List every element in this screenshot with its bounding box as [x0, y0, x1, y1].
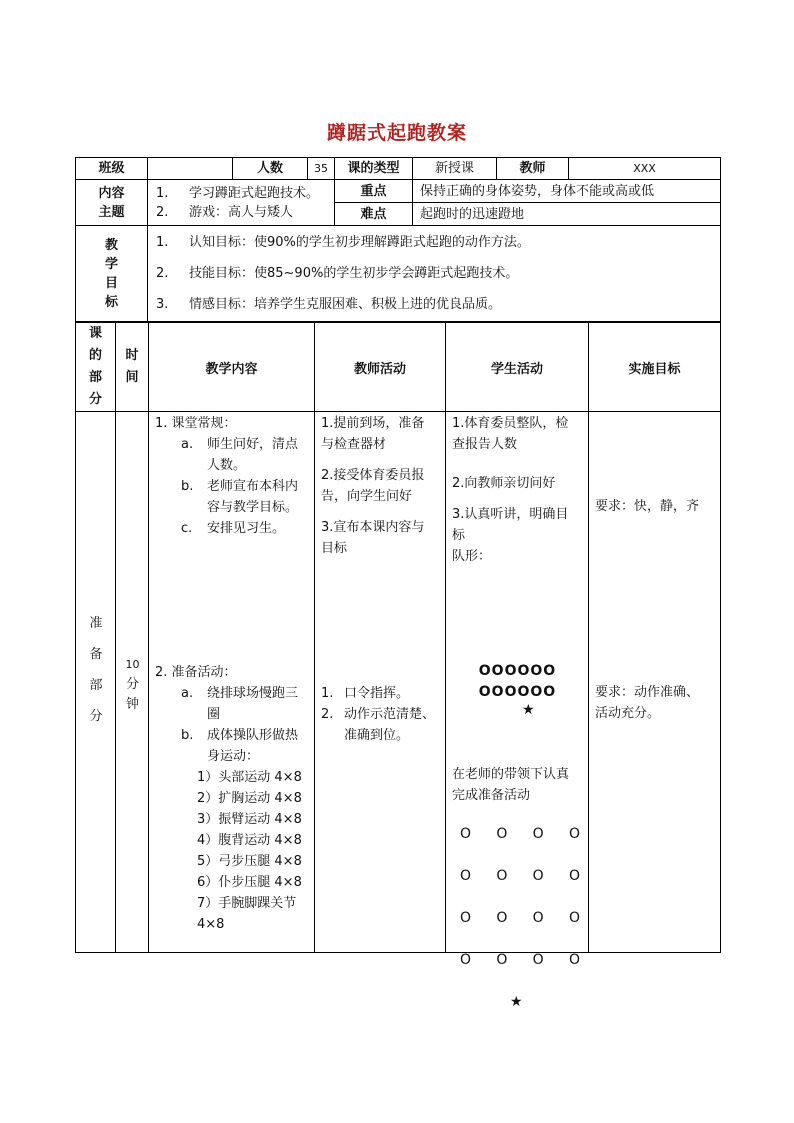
objective-label-char: 目: [104, 275, 118, 291]
exercise-item: 7）手腕脚踝关节: [197, 896, 297, 911]
student-marker: O: [460, 826, 472, 842]
section-part-char: 准: [89, 616, 103, 631]
goal-line: 要求：动作准确、: [595, 685, 700, 700]
content-label: [76, 180, 148, 226]
teacher-line: 准确到位。: [344, 728, 410, 743]
student-marker: O: [532, 868, 544, 884]
section-time: [116, 412, 149, 953]
item-line: 身运动：: [207, 749, 260, 764]
section-part-char: 备: [89, 647, 103, 662]
student-marker: O: [496, 868, 508, 884]
exercise-item: 4×8: [197, 917, 225, 932]
student-marker: O: [496, 952, 508, 968]
key-value: 保持正确的身体姿势，身体不能或高或低: [413, 180, 721, 203]
column-goal: 实施目标: [589, 323, 721, 412]
teacher-line: 告，向学生问好: [321, 489, 413, 504]
type-label: 课的类型: [335, 158, 413, 180]
section-time-value: 10: [125, 658, 140, 671]
student-marker: O: [460, 868, 472, 884]
teacher-num: 2.: [321, 707, 334, 722]
item-line: 师生问好，清点: [207, 437, 299, 452]
objective-text: 技能目标：使85~90%的学生初步学会蹲距式起跑技术。: [189, 266, 519, 281]
item-num: b.: [181, 479, 194, 494]
objective-label-char: 标: [104, 294, 118, 310]
objective-label-char: 学: [104, 256, 118, 272]
formation-row: OOOOOO: [478, 684, 557, 700]
objective-text: 情感目标：培养学生克服困难、积极上进的优良品质。: [189, 297, 502, 312]
teacher-num: [321, 725, 344, 746]
item-line: 绕排球场慢跑三: [207, 686, 299, 701]
teacher-line: 与检查器材: [321, 437, 387, 452]
lesson-info-table: [75, 157, 721, 322]
column-char: 间: [125, 370, 139, 385]
column-student: 学生活动: [446, 323, 589, 412]
student-marker: O: [532, 910, 544, 926]
item-line: 成体操队形做热: [207, 728, 299, 743]
goal-a: 要求：快，静，齐: [595, 499, 700, 514]
column-char: 课: [88, 326, 102, 341]
item-line: 容与教学目标。: [207, 500, 299, 515]
column-teacher: 教师活动: [315, 323, 446, 412]
student-line: 1.体育委员整队，检: [452, 416, 569, 431]
objective-label: [76, 226, 148, 322]
class-value: [148, 158, 233, 180]
item-text: 游戏：高人与矮人: [189, 204, 294, 220]
column-char: 时: [125, 348, 139, 363]
page-title: 蹲踞式起跑教案: [326, 122, 467, 144]
student-line: 2.向教师亲切问好: [452, 476, 556, 491]
teacher-line: 3.宣布本课内容与: [321, 520, 425, 535]
exercise-item: 6）仆步压腿 4×8: [197, 875, 302, 890]
section-part-char: 部: [89, 678, 103, 693]
teacher-star-icon: ★: [522, 702, 535, 718]
formation-row: OOOOOO: [478, 663, 557, 679]
item-num: a.: [181, 437, 194, 452]
section-time-char: 分: [125, 677, 139, 692]
item-num: a.: [181, 686, 194, 701]
teacher-value: XXX: [569, 158, 721, 180]
student-marker: O: [568, 910, 580, 926]
count-label: 人数: [233, 158, 308, 180]
student-line: 完成准备活动: [452, 788, 531, 803]
column-char: 部: [88, 370, 102, 385]
exercise-item: 4）腹背运动 4×8: [197, 833, 302, 848]
difficulty-label: 难点: [335, 203, 413, 226]
formation-row: [460, 826, 580, 868]
teacher-line: 2.接受体育委员报: [321, 468, 425, 483]
formation-row: [460, 952, 580, 994]
student-line: 查报告人数: [452, 437, 518, 452]
column-content: 教学内容: [149, 323, 315, 412]
item-line: 老师宣布本科内: [207, 479, 299, 494]
teacher-line: 口令指挥。: [344, 686, 410, 701]
student-marker: O: [496, 826, 508, 842]
objective-num: 3.: [156, 297, 169, 312]
student-line: 标: [452, 528, 466, 543]
content-label-line: 内容: [98, 185, 125, 201]
objectives: [148, 226, 721, 322]
exercise-item: 1）头部运动 4×8: [197, 770, 302, 785]
student-marker: O: [460, 952, 472, 968]
class-label: 班级: [76, 158, 148, 180]
item-text: 学习蹲距式起跑技术。: [189, 185, 320, 201]
key-label: 重点: [335, 180, 413, 203]
student-marker: O: [460, 910, 472, 926]
student-marker: O: [496, 910, 508, 926]
formation-row: [460, 868, 580, 910]
section-goal: [589, 412, 721, 953]
goal-line: 活动充分。: [595, 706, 661, 721]
student-line: 在老师的带领下认真: [452, 767, 570, 782]
teacher-star-icon: ★: [510, 994, 523, 1010]
teacher-line: 1.提前到场，准备: [321, 416, 425, 431]
student-marker: O: [568, 826, 580, 842]
student-marker: O: [568, 868, 580, 884]
objective-num: 2.: [156, 266, 169, 281]
teacher-num: 1.: [321, 686, 334, 701]
student-line: 队形：: [452, 549, 492, 564]
item-num: 1.: [156, 185, 169, 201]
section-part: [76, 412, 116, 953]
student-marker: O: [568, 952, 580, 968]
objective-text: 认知目标：使90%的学生初步理解蹲距式起跑的动作方法。: [189, 235, 530, 250]
exercise-item: 3）振臂运动 4×8: [197, 812, 302, 827]
type-value: 新授课: [413, 158, 497, 180]
objective-label-char: 教: [104, 237, 118, 253]
column-time: [116, 323, 149, 412]
content-heading: 2. 准备活动：: [155, 665, 237, 680]
lesson-plan-table: [75, 322, 721, 1010]
difficulty-value: 起跑时的迅速蹬地: [413, 203, 721, 226]
section-student: [446, 412, 589, 1010]
item-line: 人数。: [207, 458, 247, 473]
content-heading: 1. 课堂常规：: [155, 416, 237, 431]
student-marker: O: [532, 826, 544, 842]
column-part: [76, 323, 116, 412]
column-char: 分: [88, 392, 102, 407]
teacher-line: 动作示范清楚、: [344, 707, 436, 722]
exercise-item: 5）弓步压腿 4×8: [197, 854, 302, 869]
teacher-line: 目标: [321, 541, 348, 556]
exercise-item: 2）扩胸运动 4×8: [197, 791, 302, 806]
item-line: 圈: [207, 707, 221, 722]
count-value: 35: [308, 158, 335, 180]
section-content: [149, 412, 315, 953]
item-line: 安排见习生。: [207, 521, 286, 536]
section-time-char: 钟: [125, 697, 139, 712]
item-num: b.: [181, 728, 194, 743]
section-teacher: [315, 412, 446, 953]
content-items: [148, 180, 335, 226]
column-char: 的: [88, 348, 102, 363]
student-marker: O: [532, 952, 544, 968]
formation-row: [460, 910, 580, 952]
section-part-char: 分: [89, 709, 103, 724]
objective-num: 1.: [156, 235, 169, 250]
item-num: c.: [181, 521, 193, 536]
content-label-line: 主题: [98, 204, 125, 220]
student-line: 3.认真听讲，明确目: [452, 507, 569, 522]
item-num: 2.: [156, 204, 169, 220]
teacher-label: 教师: [497, 158, 569, 180]
